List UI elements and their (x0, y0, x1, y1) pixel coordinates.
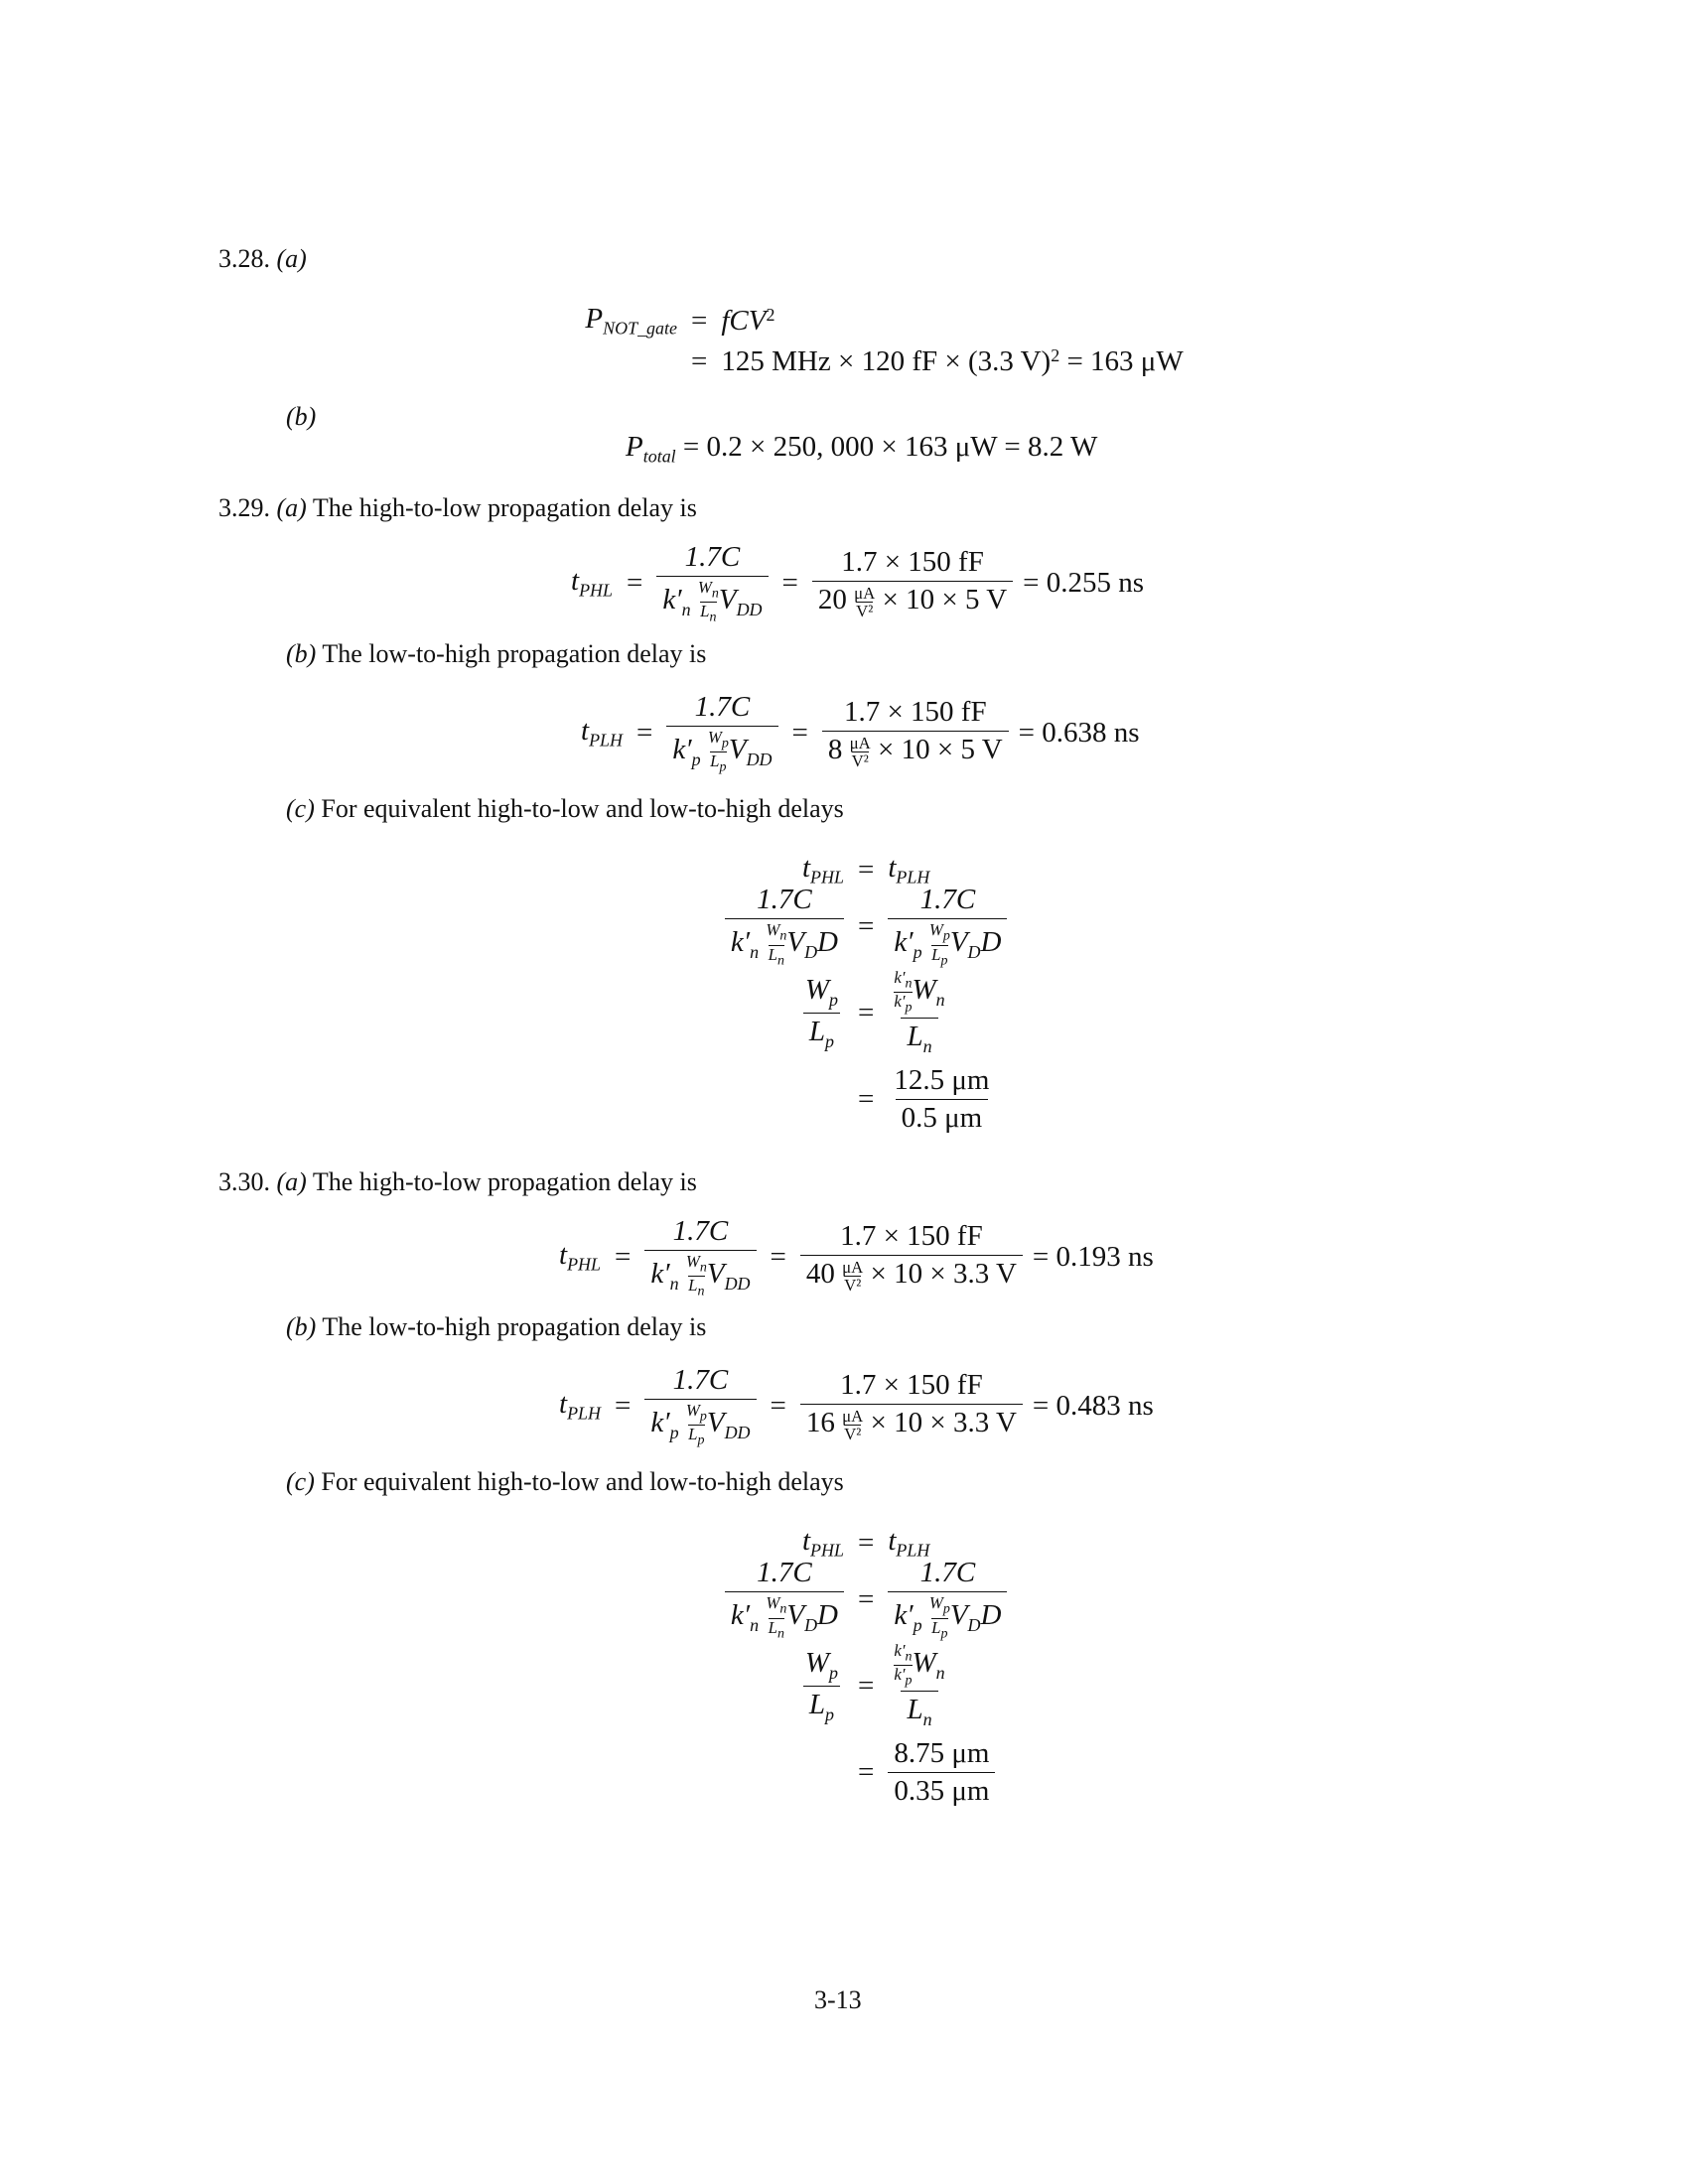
problem-number: 3.30. (218, 1167, 270, 1196)
equals-sign: = (691, 344, 708, 377)
eq-lhs: $P_{NOT\_gate}$ (585, 302, 677, 339)
eq-rhs: 125 MHz × 120 fF × (3.3 V)$^2$ = 163 μW (721, 344, 1184, 377)
equation-equivalent-delays-3-30: $t_{PHL}$ = $t_{PLH}$ 1.7C $k'_n$ $\frac{W_n}{L_n}$ $V_DD$ = 1.7C $k'_p$ $\frac{W_p}{L_p}$ $V_DD$ $\frac{W_p}{L_p}$ = $\frac{k'_n}{k'_p}$ $W_n$ $L_n$ = $\frac{8.75 \mu m}{0.35 \mu m}$ (695, 1525, 1112, 1811)
part-label: (a) (276, 1167, 307, 1196)
problem-3-29-part-a (218, 493, 697, 523)
problem-3-30-part-b: (b) The low-to-high propagation delay is (286, 1312, 707, 1341)
eq-rhs: fCV$^2$ (721, 304, 775, 337)
problem-3-28-label (218, 244, 307, 274)
equals-sign: = (691, 304, 708, 337)
equation-t-phl: $t_{PHL}$ = 1.7C $k'_n$ $\frac{W_n}{L_n}$ $V_{DD}$ = 1.7 × 150 fF 20 $\frac{\mu A}{\text{V²}}$ × 10 × 5 V = 0.255 ns (571, 541, 1145, 625)
problem-3-29-part-c: (c) For equivalent high-to-low and low-to-high delays (286, 794, 844, 823)
page-number: 3-13 (814, 1985, 862, 2014)
problem-3-29-part-b: (b) The low-to-high propagation delay is (286, 639, 707, 668)
equation-equivalent-delays-3-29: $t_{PHL}$ = $t_{PLH}$ 1.7C $k'_n$ $\frac{W_n}{L_n}$ $V_DD$ = 1.7C $k'_p$ $\frac{W_p}{L_p}$ $V_DD$ $\frac{W_p}{L_p}$ = $\frac{k'_n}{k'_p}$ $W_n$ $L_n$ = $\frac{12.5 \mu m}{0.5 \mu m}$ (695, 852, 1112, 1138)
equation-t-plh: $t_{PLH}$ = 1.7C $k'_p$ $\frac{W_p}{L_p}$ $V_{DD}$ = 1.7 × 150 fF 8 $\frac{\mu A}{\text{V²}}$ × 10 × 5 V = 0.638 ns (581, 691, 1140, 775)
part-label: (a) (276, 244, 307, 273)
equation-power-total: $P_{total} = 0.2 \times 250$, 000 × 163 μW = 8.2 W (626, 431, 1098, 467)
equation-t-phl-3-30: $t_{PHL}$ = 1.7C $k'_n$ $\frac{W_n}{L_n}$ $V_{DD}$ = 1.7 × 150 fF 40 $\frac{\mu A}{\text{V²}}$ × 10 × 3.3 V = 0.193 ns (559, 1215, 1154, 1299)
part-label: (b) (286, 402, 317, 431)
equation-t-plh-3-30: $t_{PLH}$ = 1.7C $k'_p$ $\frac{W_p}{L_p}$ $V_{DD}$ = 1.7 × 150 fF 16 $\frac{\mu A}{\text{V²}}$ × 10 × 3.3 V = 0.483 ns (559, 1364, 1154, 1448)
problem-3-30-part-c: (c) For equivalent high-to-low and low-to-high delays (286, 1467, 844, 1496)
problem-number: 3.28. (218, 244, 270, 273)
part-label: (a) (276, 493, 307, 522)
part-text: The high-to-low propagation delay is (312, 1167, 697, 1196)
problem-3-30-part-a (218, 1167, 697, 1197)
problem-number: 3.29. (218, 493, 270, 522)
part-text: The high-to-low propagation delay is (312, 493, 697, 522)
equation-power-not-gate (536, 301, 1211, 382)
